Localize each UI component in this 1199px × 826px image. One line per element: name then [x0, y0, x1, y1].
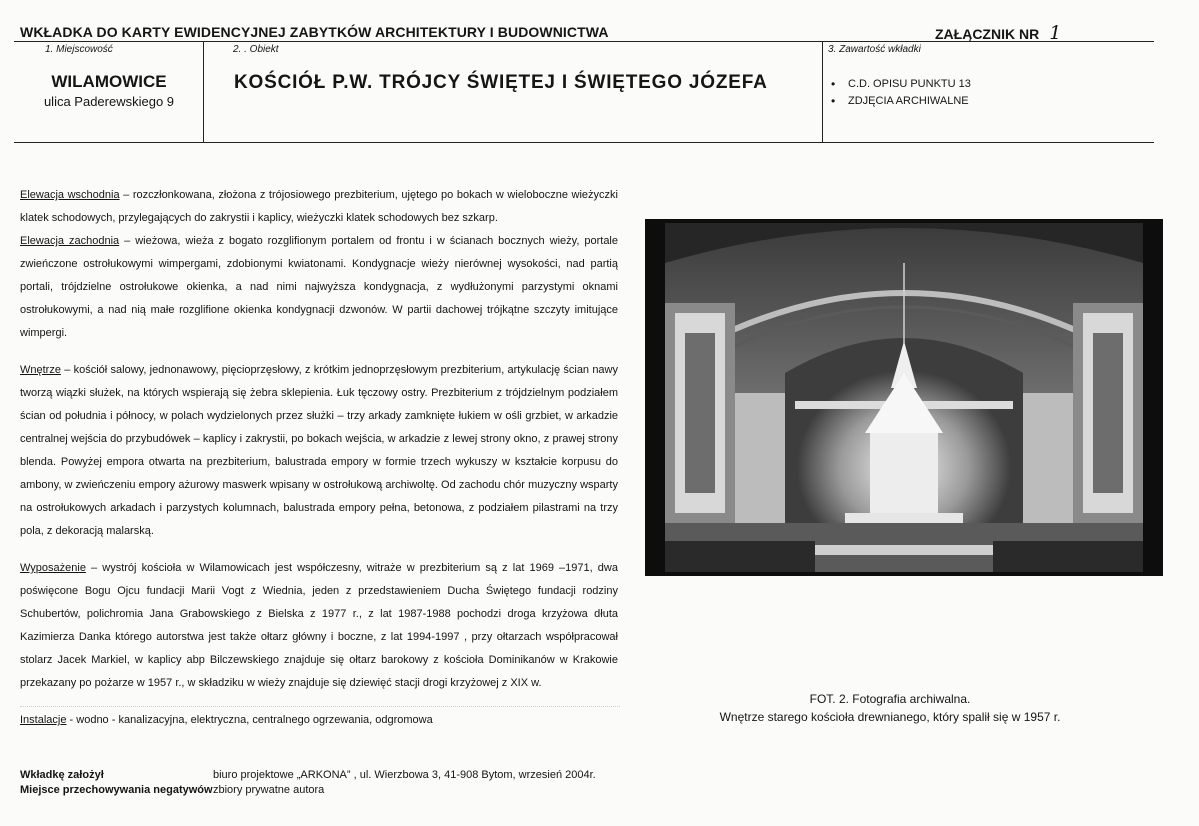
- contents-item: • C.D. OPISU PUNKTU 13: [828, 76, 971, 93]
- caption-description: Wnętrze starego kościoła drewnianego, który spalił się w 1957 r.: [719, 710, 1061, 724]
- description-block: [20, 184, 618, 746]
- footer-storage-value: zbiory prywatne autora: [213, 784, 325, 796]
- paragraph-furnishing: [20, 557, 618, 695]
- heading-interior: Wnętrze: [20, 364, 61, 376]
- label-locality: 1. Miejscowość: [45, 44, 113, 55]
- heading-furnishing: Wyposażenie: [20, 562, 86, 574]
- city-name: WILAMOWICE: [51, 72, 167, 91]
- heading-installations: Instalacje: [20, 714, 67, 726]
- photo-caption: [640, 690, 1140, 726]
- table-bottom-rule: [14, 142, 1154, 143]
- label-object: 2. . Obiekt: [233, 44, 279, 55]
- caption-title: FOT. 2. Fotografia archiwalna.: [809, 692, 971, 706]
- text-installations: - wodno - kanalizacyjna, elektryczna, centralnego ogrzewania, odgromowa: [66, 714, 433, 726]
- footer-author-value: biuro projektowe „ARKONA” , ul. Wierzbowa 3, 41-908 Bytom, wrzesień 2004r.: [213, 769, 596, 781]
- header-rule: [14, 41, 1154, 42]
- heading-west-elevation: Elewacja zachodnia: [20, 235, 120, 247]
- archival-photo-frame: [645, 219, 1163, 576]
- text-interior: – kościół salowy, jednonawowy, pięcioprzęsłowy, z krótkim jednoprzęsłowym prezbiterium, artykulację ścian nawy tworzą wiązki służek, na których wspierają się żebra sklepienia. Łuk tęczowy ostry. Prezbiterium z trójdzielnym podziałem ścian od południa i północy, w polach wydzielonych przez służki – trzy arkady zamknięte łukiem w ośli grzbiet, w arkadzie centralnej wejścia do przybudówek – kaplicy i zakrystii, po bokach wejścia, w arkadzie z lewej strony okno, z prawej strony blenda. Powyżej empora otwarta na prezbiterium, balustrada empory w formie trzech wykuszy w kształcie korpusu do ambony, w zwieńczeniu empory ażurowy maswerk wpisany w ostrołukową archiwoltę. Od zachodu chór muzyczny wsparty na ostrołukowych arkadach i parzystych kolumnach, balustrada empory pełna, betonowa, z podziałem pilastrami na trzy pola, z dekoracją malarską.: [20, 364, 618, 537]
- label-contents: 3. Zawartość wkładki: [828, 44, 921, 55]
- archival-photo: [665, 223, 1143, 572]
- street-address: ulica Paderewskiego 9: [43, 94, 175, 109]
- form-title: WKŁADKA DO KARTY EWIDENCYJNEJ ZABYTKÓW ARCHITEKTURY I BUDOWNICTWA: [20, 24, 609, 40]
- footer-storage-label: Miejsce przechowywania negatywów: [20, 784, 213, 796]
- annex-label-text: ZAŁĄCZNIK NR: [935, 26, 1040, 42]
- text-east-elevation: – rozczłonkowana, złożona z trójosiowego prezbiterium, ujętego po bokach w wieloboczne wieżyczki klatek schodowych, przylegających do zakrystii i kaplicy, wieżyczki klatek schodowych bez szkarp.: [20, 189, 618, 224]
- footer-storage-row: [20, 783, 596, 798]
- faint-scan-line: [20, 706, 620, 707]
- paragraph-installations: [20, 709, 618, 732]
- footer: [20, 768, 596, 798]
- paragraph-interior: [20, 359, 618, 543]
- object-name: KOŚCIÓŁ P.W. TRÓJCY ŚWIĘTEJ I ŚWIĘTEGO JÓZEFA: [234, 72, 768, 93]
- column-divider-2: [822, 41, 823, 142]
- locality-cell: [14, 72, 204, 109]
- paragraph-elevations: [20, 184, 618, 345]
- contents-list: [828, 76, 971, 110]
- footer-author-label: Wkładkę założył: [20, 769, 104, 781]
- text-west-elevation: – wieżowa, wieża z bogato rozglifionym portalem od frontu i w ścianach bocznych wieży, portale zwieńczone ostrołukowymi wimpergami, zdobionymi kwiatonami. Kondygnacje wieży nierównej wysokości, nad partią portali, trójdzielne ostrołukowe okienka, a nad nimi najwyższa kondygnacja, z wydłużonymi parzystymi oknami ostrołukowymi, a nad nią małe rozglifione okienka kondygnacji dzwonów. W partii dachowej trójkątne szczyty imitujące wimpergi.: [20, 235, 618, 339]
- contents-item: • ZDJĘCIA ARCHIWALNE: [828, 93, 971, 110]
- text-furnishing: – wystrój kościoła w Wilamowicach jest współczesny, witraże w prezbiterium są z lat 1969 –1971, dwa poświęcone Bogu Ojcu fundacji Marii Vogt z Wiednia, jeden z przedstawieniem Ducha Świętego fundacji rodziny Schubertów, polichromia Jana Grabowskiego z Bielska z 1977 r., z lat 1987-1988 pochodzi droga krzyżowa dłuta Kazimierza Danka którego autorstwa jest także ołtarz główny i boczne, z lat 1994-1997 , przy ołtarzach współpracował stolarz Jacek Markiel, w kaplicy abp Bilczewskiego znajduje się ołtarz barokowy z kościoła Dominikanów w Krakowie przekazany po pożarze w 1957 r., w składziku w wieży znajduje się dziewięć stacji drogi krzyżowej z XIX w.: [20, 562, 618, 689]
- annex-number: 1: [1049, 22, 1062, 44]
- heading-east-elevation: Elewacja wschodnia: [20, 189, 120, 201]
- footer-author-row: [20, 768, 596, 783]
